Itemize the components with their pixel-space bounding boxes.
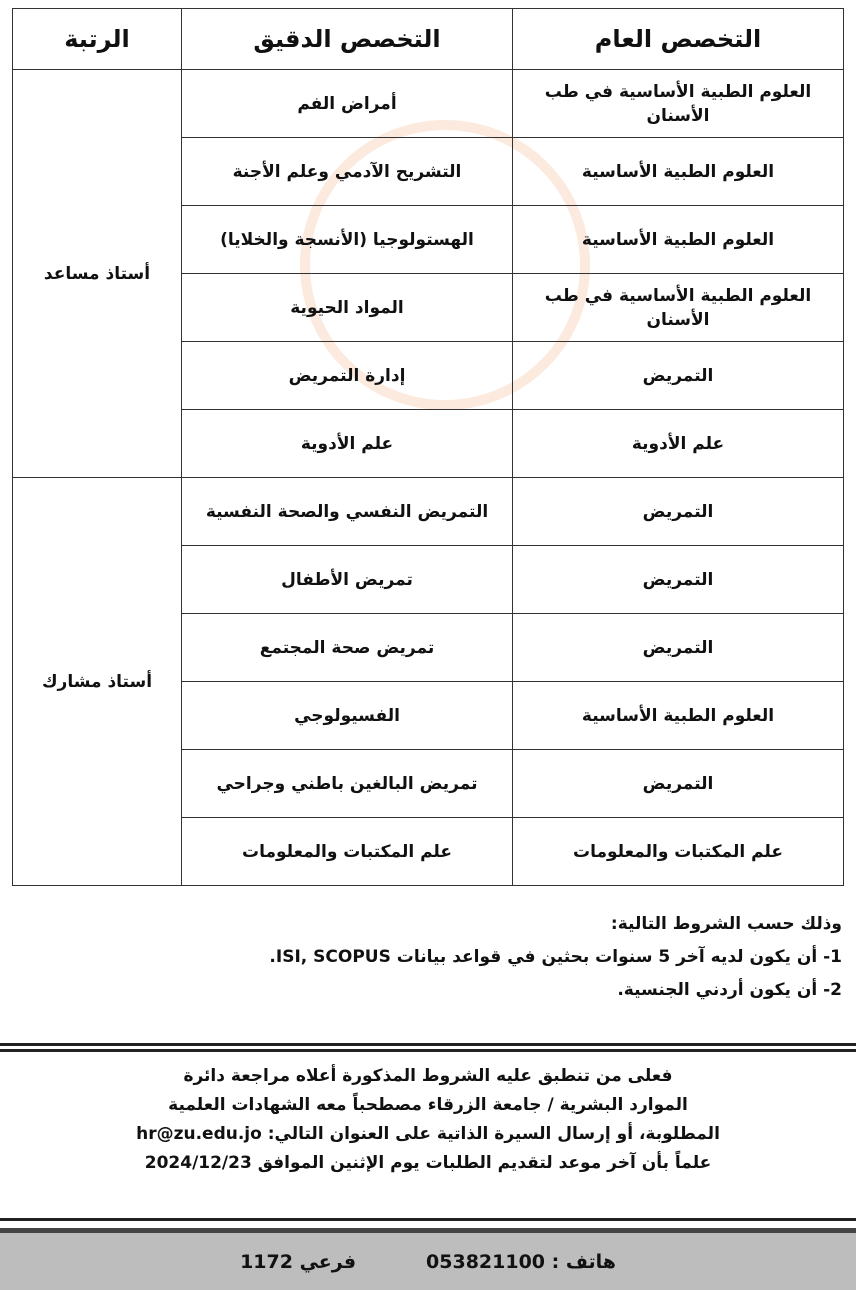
rank-cell: أستاذ مشارك <box>13 478 182 886</box>
header-rank: الرتبة <box>13 9 182 70</box>
general-specialty: التمريض <box>513 546 844 614</box>
header-general: التخصص العام <box>513 9 844 70</box>
general-specialty: العلوم الطبية الأساسية <box>513 206 844 274</box>
specific-specialty: التشريح الآدمي وعلم الأجنة <box>182 138 513 206</box>
positions-table <box>12 8 844 886</box>
general-specialty: التمريض <box>513 478 844 546</box>
table-row <box>13 70 844 138</box>
apply-line: الموارد البشرية / جامعة الزرقاء مصطحباً معه الشهادات العلمية <box>168 1095 688 1115</box>
general-specialty: التمريض <box>513 342 844 410</box>
header-specific: التخصص الدقيق <box>182 9 513 70</box>
rank-cell: أستاذ مساعد <box>13 70 182 478</box>
specific-specialty: إدارة التمريض <box>182 342 513 410</box>
phone-number: هاتف : 053821100 <box>426 1250 616 1273</box>
contact-footer <box>0 1228 856 1290</box>
general-specialty: العلوم الطبية الأساسية في طب الأسنان <box>513 274 844 342</box>
general-specialty: علم الأدوية <box>513 410 844 478</box>
specific-specialty: الفسيولوجي <box>182 682 513 750</box>
general-specialty: العلوم الطبية الأساسية <box>513 138 844 206</box>
general-specialty: التمريض <box>513 750 844 818</box>
divider <box>0 1049 856 1052</box>
table-row <box>13 478 844 546</box>
apply-line: علماً بأن آخر موعد لتقديم الطلبات يوم الإثنين الموافق 2024/12/23 <box>144 1153 712 1173</box>
general-specialty: التمريض <box>513 614 844 682</box>
specific-specialty: التمريض النفسي والصحة النفسية <box>182 478 513 546</box>
specific-specialty: تمريض البالغين باطني وجراحي <box>182 750 513 818</box>
specific-specialty: المواد الحيوية <box>182 274 513 342</box>
general-specialty: العلوم الطبية الأساسية في طب الأسنان <box>513 70 844 138</box>
specific-specialty: علم الأدوية <box>182 410 513 478</box>
apply-line: فعلى من تنطبق عليه الشروط المذكورة أعلاه مراجعة دائرة <box>183 1066 673 1086</box>
specific-specialty: أمراض الفم <box>182 70 513 138</box>
divider <box>0 1218 856 1221</box>
application-instructions <box>30 1062 826 1178</box>
specific-specialty: الهستولوجيا (الأنسجة والخلايا) <box>182 206 513 274</box>
condition-item: 1- أن يكون لديه آخر 5 سنوات بحثين في قواعد بيانات ISI, SCOPUS. <box>269 947 842 967</box>
conditions-intro: وذلك حسب الشروط التالية: <box>610 914 842 934</box>
specific-specialty: تمريض الأطفال <box>182 546 513 614</box>
specific-specialty: علم المكتبات والمعلومات <box>182 818 513 886</box>
table-header-row <box>13 9 844 70</box>
apply-line: المطلوبة، أو إرسال السيرة الذاتية على العنوان التالي: hr@zu.edu.jo <box>136 1124 720 1144</box>
general-specialty: العلوم الطبية الأساسية <box>513 682 844 750</box>
specific-specialty: تمريض صحة المجتمع <box>182 614 513 682</box>
condition-item: 2- أن يكون أردني الجنسية. <box>617 980 842 1000</box>
divider <box>0 1043 856 1046</box>
general-specialty: علم المكتبات والمعلومات <box>513 818 844 886</box>
extension-number: فرعي 1172 <box>240 1250 357 1273</box>
conditions <box>10 908 842 1007</box>
